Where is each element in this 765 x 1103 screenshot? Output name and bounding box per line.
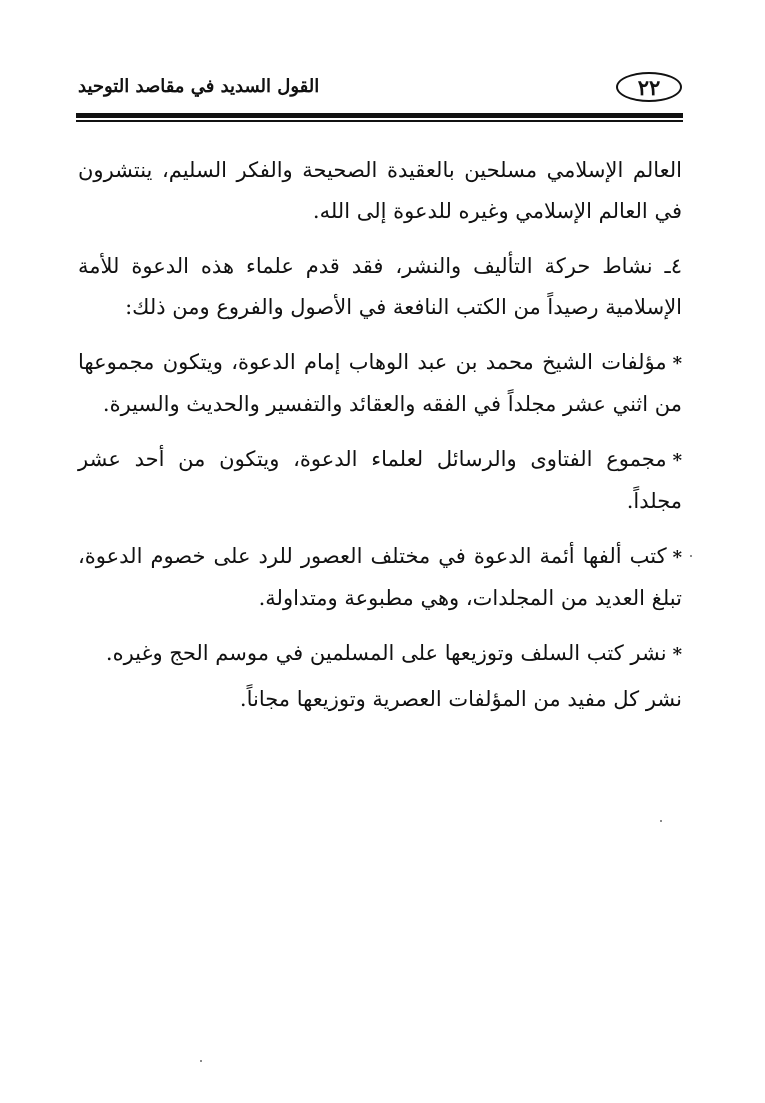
bullet-text: كتب ألفها أئمة الدعوة في مختلف العصور للرد على خصوم الدعوة، تبلغ العديد من المجلدات، وهي مطبوعة ومتداولة.: [78, 544, 682, 610]
page-body: [78, 150, 682, 734]
scan-speck: [200, 1060, 202, 1062]
bullet-item: [78, 342, 682, 425]
header-rule-thick: [76, 113, 683, 118]
bullet-text: مجموع الفتاوى والرسائل لعلماء الدعوة، ويتكون من أحد عشر مجلداً.: [78, 447, 682, 513]
running-title: القول السديد في مقاصد التوحيد: [78, 76, 320, 97]
intro-paragraph: العالم الإسلامي مسلحين بالعقيدة الصحيحة والفكر السليم، ينتشرون في العالم الإسلامي وغيره للدعوة إلى الله.: [78, 158, 682, 223]
point-4-paragraph: ٤ـ نشاط حركة التأليف والنشر، فقد قدم علماء هذه الدعوة للأمة الإسلامية رصيداً من الكتب النافعة في الأصول والفروع ومن ذلك:: [78, 254, 682, 319]
scan-speck: [690, 555, 692, 557]
bullet-star-icon: *: [672, 353, 682, 374]
bullet-text: نشر كتب السلف وتوزيعها على المسلمين في موسم الحج وغيره.: [105, 641, 667, 665]
page-number: ٢٢: [616, 72, 682, 102]
bullet-item: [78, 439, 682, 522]
bullet-item: [78, 633, 682, 675]
closing-line: نشر كل مفيد من المؤلفات العصرية وتوزيعها مجاناً.: [239, 687, 682, 711]
bullet-star-icon: *: [672, 547, 682, 568]
page-header: [78, 72, 682, 110]
bullet-text: مؤلفات الشيخ محمد بن عبد الوهاب إمام الدعوة، ويتكون مجموعها من اثني عشر مجلداً في الفقه والعقائد والتفسير والحديث والسيرة.: [78, 350, 682, 416]
bullet-star-icon: *: [672, 450, 682, 471]
header-rule-thin: [76, 120, 683, 122]
bullet-item: [78, 536, 682, 619]
bullet-star-icon: *: [672, 644, 682, 665]
scan-speck: [660, 820, 662, 822]
